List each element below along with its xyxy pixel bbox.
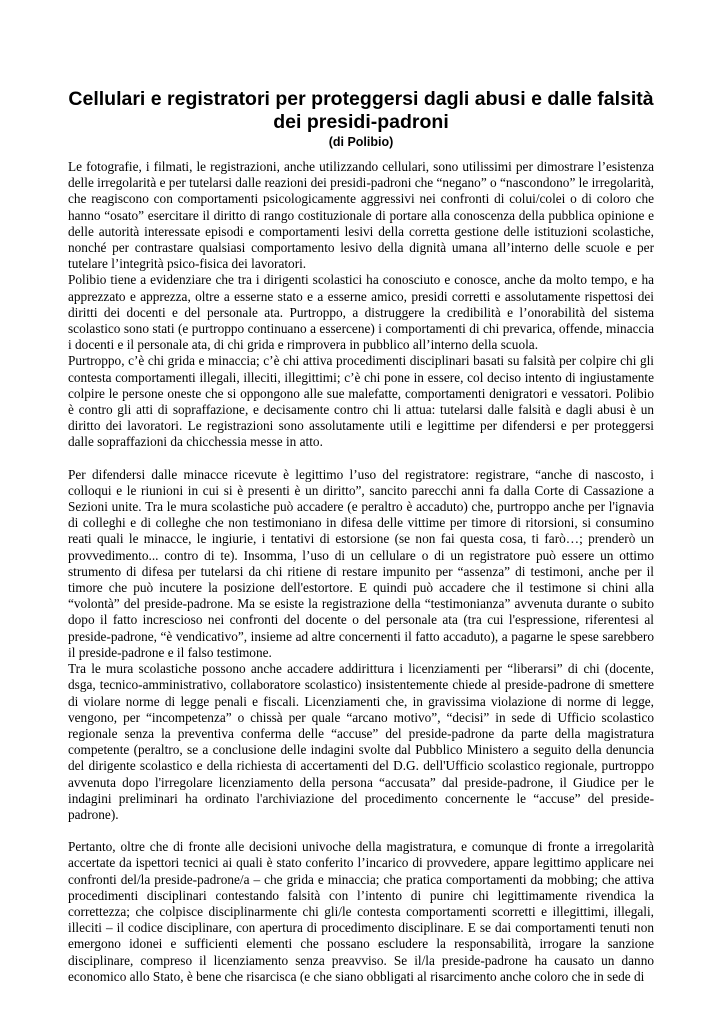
document-byline: (di Polibio): [328, 135, 394, 149]
paragraph-1: Le fotografie, i filmati, le registrazioni, anche utilizzando cellulari, sono utilissimi per dimostrare l’esistenza delle irregolarità e per tutelarsi dalle reazioni dei presidi-padroni che “negano” o “nascondono” le irregolarità, che reagiscono con comportamenti psicologicamente aggressivi nei confronti di colui/colei o di coloro che hanno “osato” esercitare il diritto di rango costituzionale di portare alla conoscenza della pubblica opinione e delle autorità interessate episodi e comportamenti lesivi della corretta gestione delle istituzioni scolastiche, nonché per contrastare qualsiasi comportamento lesivo della dignità umana all’interno delle scuole e per tutelare l’integrità psico-fisica dei lavoratori.: [68, 159, 654, 272]
paragraph-5: Tra le mura scolastiche possono anche accadere addirittura i licenziamenti per “liberarsi” di chi (docente, dsga, tecnico-amministrativo, collaboratore scolastico) insistentemente chiede al preside-padrone di smettere di violare norme di legge penali e fiscali. Licenziamenti che, in gravissima violazione di norme di legge, vengono, per “incompetenza” o chissà per quale “arcano motivo”, “decisi” in sede di Ufficio scolastico regionale senza la preventiva conferma delle “accuse” del preside-padrone da parte della magistratura competente (peraltro, se a conclusione delle indagini svolte dal Pubblico Ministero a seguito della denuncia del dirigente scolastico e della richiesta di accertamenti del D.G. dell'Ufficio scolastico regionale, purtroppo avvenuta dopo l'irregolare licenziamento della persona “accusata” dal preside-padrone, il Giudice per le indagini preliminari ha ordinato l'archiviazione del procedimento concernente le “accuse” del preside-padrone).: [68, 661, 654, 822]
paragraph-2: Polibio tiene a evidenziare che tra i dirigenti scolastici ha conosciuto e conosce, anche da molto tempo, e ha apprezzato e apprezza, oltre a esserne stato e a esserne amico, presidi corretti e assolutamente rispettosi dei diritti dei docenti e del personale ata. Purtroppo, a distruggere la credibilità e l’onorabilità del sistema scolastico sono stati (e purtroppo continuano a essercene) i comportamenti di chi prevarica, offende, minaccia i docenti e il personale ata, di chi grida e rimprovera in pubblico all’interno della scuola.: [68, 272, 654, 353]
document-page: [68, 88, 654, 985]
paragraph-6: Pertanto, oltre che di fronte alle decisioni univoche della magistratura, e comunque di fronte a irregolarità accertate da ispettori tecnici ai quali è stato conferito l’incarico di provvedere, appare legittimo applicare nei confronti del/la preside-padrone/a – che grida e minaccia; che pratica comportamenti da mobbing; che attiva procedimenti disciplinari contestando falsità con l’intento di punire chi legittimamente rivendica la correttezza; che colpisce disciplinarmente chi gli/le contesta comportamenti scorretti e illegittimi, illegali, illeciti – il codice disciplinare, con apertura di procedimento disciplinare. E se dai comportamenti tenuti non emergono idonei e sufficienti elementi che possano escludere la responsabilità, irrogare la sanzione disciplinare, compreso il licenziamento senza preavviso. Se il/la preside-padrone ha causato un danno economico allo Stato, è bene che risarcisca (e che siano obbligati al risarcimento anche coloro che in sede di: [68, 839, 654, 984]
document-title: Cellulari e registratori per proteggersi dagli abusi e dalle falsità dei presidi-padroni: [68, 88, 654, 133]
paragraph-4: Per difendersi dalle minacce ricevute è legittimo l’uso del registratore: registrare, “anche di nascosto, i colloqui e le riunioni in cui si è presenti è un diritto”, sancito parecchi anni fa dalla Corte di Cassazione a Sezioni unite. Tra le mura scolastiche può accadere (e peraltro è accaduto) che, purtroppo anche per l'ignavia di colleghi e di colleghe che non testimoniano in difesa delle vittime per timore di ritorsioni, si consumino reati quali le minacce, le ingiurie, i tentativi di estorsione (se non fai questa cosa, ti farò…; prenderò un provvedimento... contro di te). Insomma, l’uso di un cellulare o di un registratore può essere un ottimo strumento di difesa per tutelarsi da chi ritiene di restare impunito per “assenza” di testimoni, anche per il timore che può incutere la posizione dell'estortore. E quindi può accadere che il testimone si chini alla “volontà” del preside-padrone. Ma se esiste la registrazione della “testimonianza” avvenuta durante o subito dopo il fatto increscioso nei confronti del docente o del personale ata (tra cui l'espressione, riferentesi al preside-padrone, “è vendicativo”, insieme ad altre concernenti il fatto accaduto), a pagarne le spese sarebbero il preside-padrone e il falso testimone.: [68, 466, 654, 660]
paragraph-3: Purtroppo, c’è chi grida e minaccia; c’è chi attiva procedimenti disciplinari basati su falsità per colpire chi gli contesta comportamenti illegali, illeciti, illegittimi; c’è chi pone in essere, col deciso intento di ingiustamente colpire le persone oneste che si oppongono alle sue malefatte, comportamenti denigratori e vessatori. Polibio è contro gli atti di sopraffazione, e decisamente contro chi li attua: tutelarsi dalle falsità e dagli abusi è un diritto dei lavoratori. Le registrazioni sono assolutamente utili e legittime per difendersi e per proteggersi dalle sopraffazioni da chicchessia messe in atto.: [68, 353, 654, 450]
